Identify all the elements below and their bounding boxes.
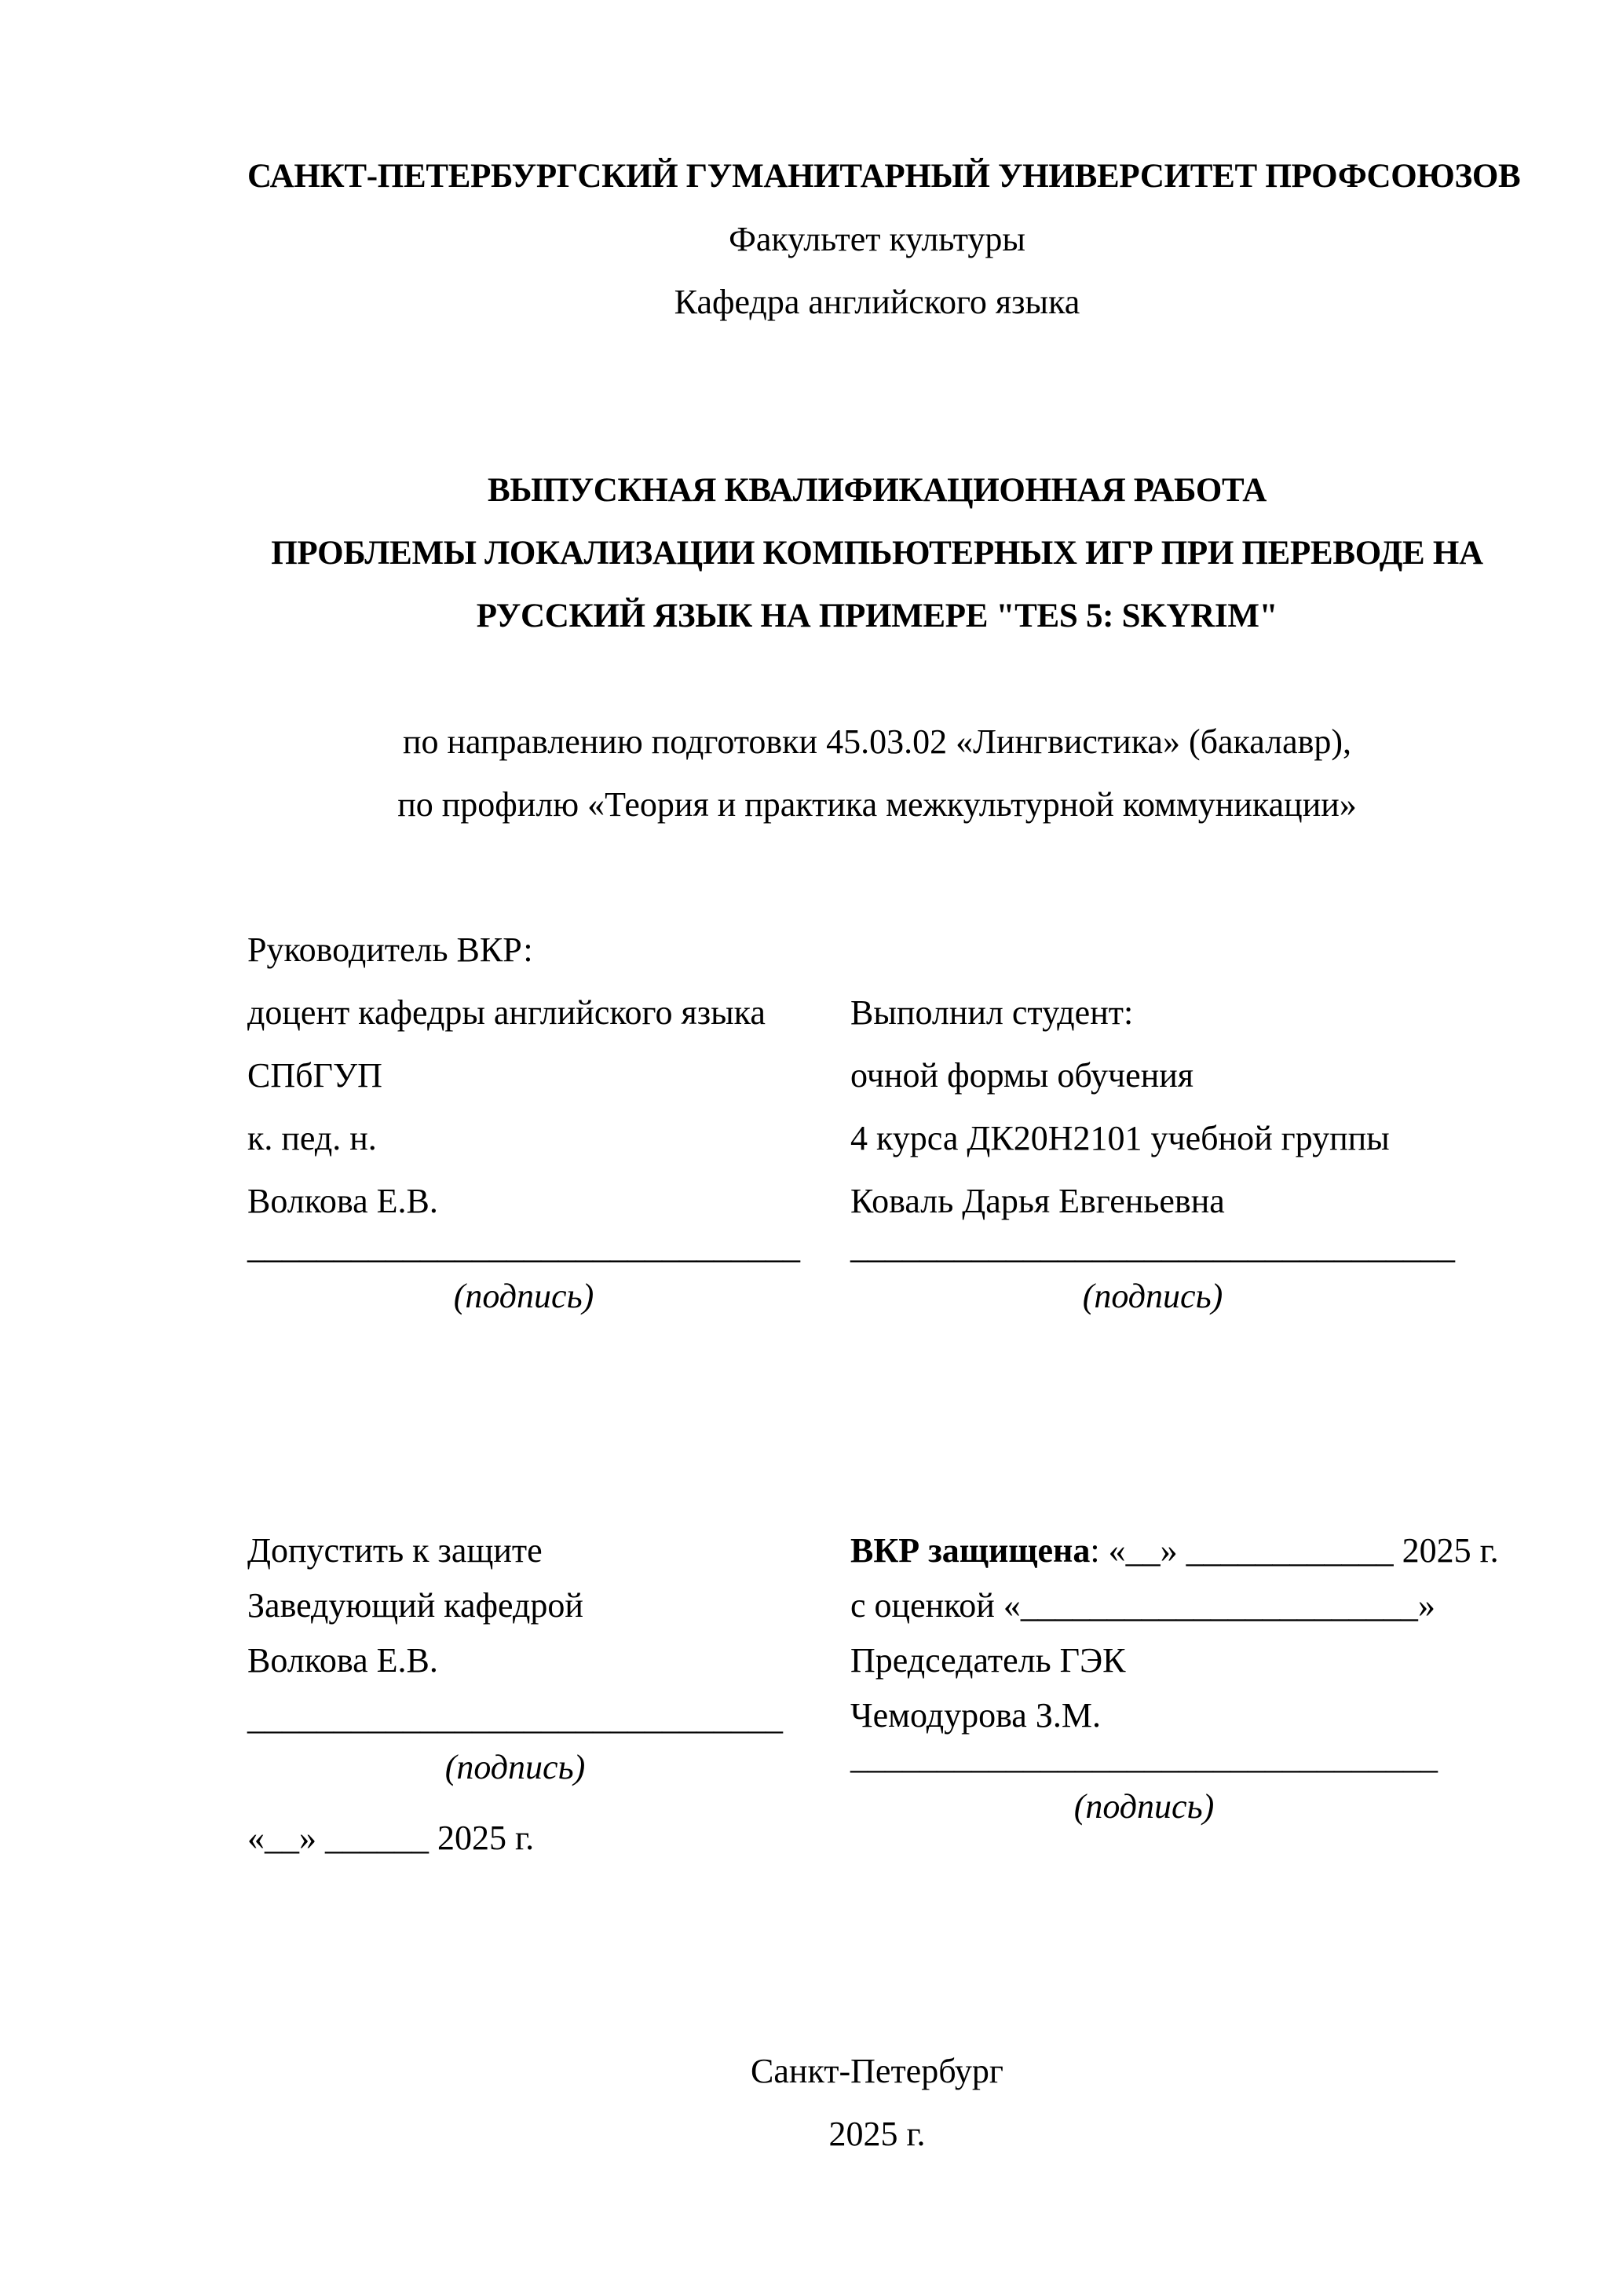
university-name: САНКТ-ПЕТЕРБУРГСКИЙ ГУМАНИТАРНЫЙ УНИВЕРСИТЕТ ПРОФСОЮЗОВ <box>247 158 1521 195</box>
student-name: Коваль Дарья Евгеньевна <box>850 1182 1225 1220</box>
approval-block <box>247 1523 1507 1866</box>
supervisor-university: СПбГУП <box>247 1056 382 1095</box>
document-header <box>247 145 1521 334</box>
supervisor-name: Волкова Е.В. <box>247 1182 438 1220</box>
spacer <box>247 334 1507 459</box>
defense-signature-line: __________________________________ <box>850 1738 1438 1776</box>
program-direction: по направлению подготовки 45.03.02 «Лингвистика» (бакалавр), <box>402 722 1352 761</box>
program-block <box>247 711 1507 836</box>
supervisor-signature-line: ________________________________ <box>247 1227 800 1266</box>
student-study-form: очной формы обучения <box>850 1056 1194 1095</box>
spacer <box>247 1324 1507 1523</box>
defense-grade-line: с оценкой «_______________________» <box>850 1586 1435 1625</box>
admission-column <box>247 1523 850 1866</box>
spacer <box>247 1866 1507 2040</box>
supervisor-position: доцент кафедры английского языка <box>247 993 766 1032</box>
supervisor-column <box>247 919 850 1324</box>
title-line-1: ПРОБЛЕМЫ ЛОКАЛИЗАЦИИ КОМПЬЮТЕРНЫХ ИГР ПРИ ПЕРЕВОДЕ НА <box>271 535 1483 572</box>
thesis-title-block <box>247 459 1507 648</box>
footer-city: Санкт-Петербург <box>751 2052 1003 2090</box>
student-signature-caption: (подпись) <box>1082 1277 1223 1315</box>
signatories-block <box>247 919 1507 1324</box>
student-column <box>850 919 1455 1324</box>
supervisor-signature-caption: (подпись) <box>453 1277 594 1315</box>
student-label: Выполнил студент: <box>850 993 1134 1032</box>
department-head-name: Волкова Е.В. <box>247 1641 438 1680</box>
program-profile: по профилю «Теория и практика межкультурной коммуникации» <box>397 785 1357 824</box>
defense-status-line <box>850 1523 1499 1578</box>
defense-column <box>850 1523 1499 1834</box>
admission-signature-caption: (подпись) <box>444 1748 586 1786</box>
student-group: 4 курса ДК20Н2101 учебной группы <box>850 1119 1390 1157</box>
admission-signature-line: _______________________________ <box>247 1698 783 1737</box>
spacer <box>850 919 1455 982</box>
document-footer <box>247 2040 1507 2166</box>
work-type-heading: ВЫПУСКНАЯ КВАЛИФИКАЦИОННАЯ РАБОТА <box>488 472 1267 509</box>
department-name: Кафедра английского языка <box>674 283 1080 321</box>
title-line-2: РУССКИЙ ЯЗЫК НА ПРИМЕРЕ "TES 5: SKYRIM" <box>476 598 1278 634</box>
spacer <box>247 648 1507 711</box>
supervisor-label: Руководитель ВКР: <box>247 930 533 969</box>
gek-chair-title: Председатель ГЭК <box>850 1641 1126 1680</box>
faculty-name: Факультет культуры <box>729 220 1025 258</box>
footer-year: 2025 г. <box>828 2115 926 2153</box>
gek-chair-name: Чемодурова З.М. <box>850 1696 1101 1735</box>
supervisor-degree: к. пед. н. <box>247 1119 377 1157</box>
defense-status-rest: : «__» ____________ 2025 г. <box>1090 1531 1499 1570</box>
defense-status-label: ВКР защищена <box>850 1531 1091 1570</box>
spacer <box>247 836 1507 919</box>
student-signature-line: ___________________________________ <box>850 1227 1455 1266</box>
admission-permit-line: Допустить к защите <box>247 1531 543 1570</box>
spacer <box>247 1795 850 1811</box>
department-head-title: Заведующий кафедрой <box>247 1586 583 1625</box>
admission-date-line: «__» ______ 2025 г. <box>247 1819 535 1857</box>
defense-signature-caption: (подпись) <box>1073 1787 1215 1826</box>
